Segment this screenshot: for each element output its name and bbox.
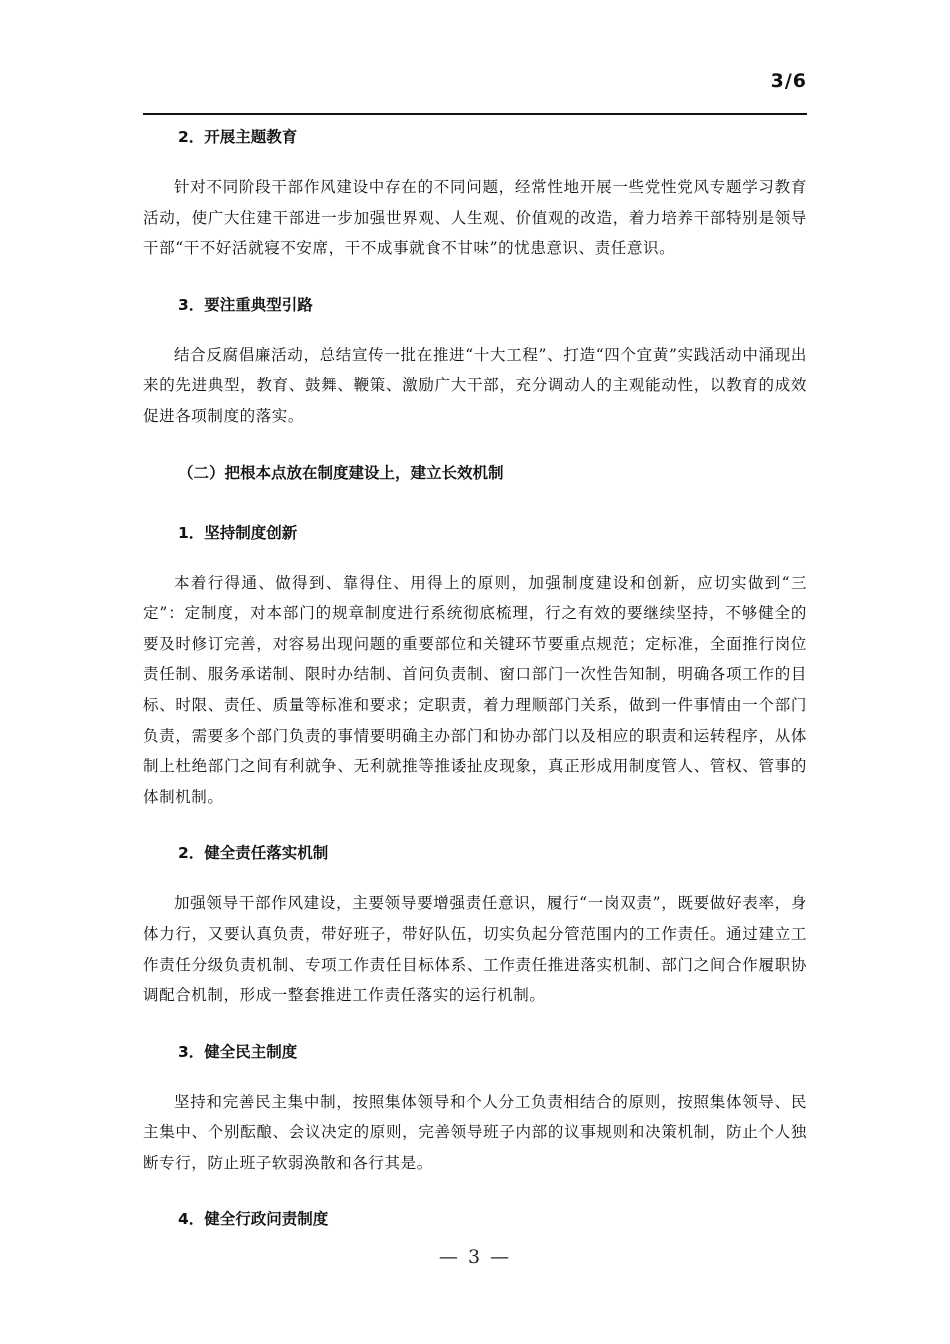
section-heading: 2．健全责任落实机制 [178, 844, 329, 863]
paragraph: 针对不同阶段干部作风建设中存在的不同问题，经常性地开展一些党性党风专题学习教育活动，使广大住建干部进一步加强世界观、人生观、价值观的改造，着力培养干部特别是领导干部“干不好活就寝不安席，干不成事就食不甘味”的忧患意识、责任意识。 [143, 178, 807, 258]
page-indicator: 3/6 [770, 70, 807, 92]
section-heading: 2．开展主题教育 [178, 128, 298, 146]
document-body [143, 118, 807, 1238]
paragraph: 本着行得通、做得到、靠得住、用得上的原则，加强制度建设和创新，应切实做到“三定”：定制度，对本部门的规章制度进行系统彻底梳理，行之有效的要继续坚持，不够健全的要及时修订完善，对容易出现问题的重要部位和关键环节要重点规范；定标准，全面推行岗位责任制、服务承诺制、限时办结制、首问负责制、窗口部门一次性告知制，明确各项工作的目标、时限、责任、质量等标准和要求；定职责，着力理顺部门关系，做到一件事情由一个部门负责，需要多个部门负责的事情要明确主办部门和协办部门以及相应的职责和运转程序，从体制上杜绝部门之间有利就争、无利就推等推诿扯皮现象，真正形成用制度管人、管权、管事的体制机制。 [143, 573, 807, 806]
section-heading: 1．坚持制度创新 [178, 523, 298, 542]
paragraph: 加强领导干部作风建设，主要领导要增强责任意识，履行“一岗双责”，既要做好表率，身体力行，又要认真负责，带好班子，带好队伍，切实负起分管范围内的工作责任。通过建立工作责任分级负责机制、专项工作责任目标体系、工作责任推进落实机制、部门之间合作履职协调配合机制，形成一整套推进工作责任落实的运行机制。 [143, 894, 807, 1005]
section-heading: 4．健全行政问责制度 [178, 1210, 329, 1229]
section-heading: 3．要注重典型引路 [178, 295, 313, 314]
section-heading: 3．健全民主制度 [178, 1042, 298, 1061]
section-heading: （二）把根本点放在制度建设上，建立长效机制 [178, 463, 504, 482]
footer-page-number: — 3 — [438, 1246, 512, 1268]
paragraph: 坚持和完善民主集中制，按照集体领导和个人分工负责相结合的原则，按照集体领导、民主集中、个别酝酿、会议决定的原则，完善领导班子内部的议事规则和决策机制，防止个人独断专行，防止班子软弱涣散和各行其是。 [143, 1092, 807, 1172]
paragraph: 结合反腐倡廉活动，总结宣传一批在推进“十大工程”、打造“四个宜黄”实践活动中涌现出来的先进典型，教育、鼓舞、鞭策、激励广大干部，充分调动人的主观能动性，以教育的成效促进各项制度的落实。 [143, 345, 807, 425]
header-rule [143, 113, 807, 115]
